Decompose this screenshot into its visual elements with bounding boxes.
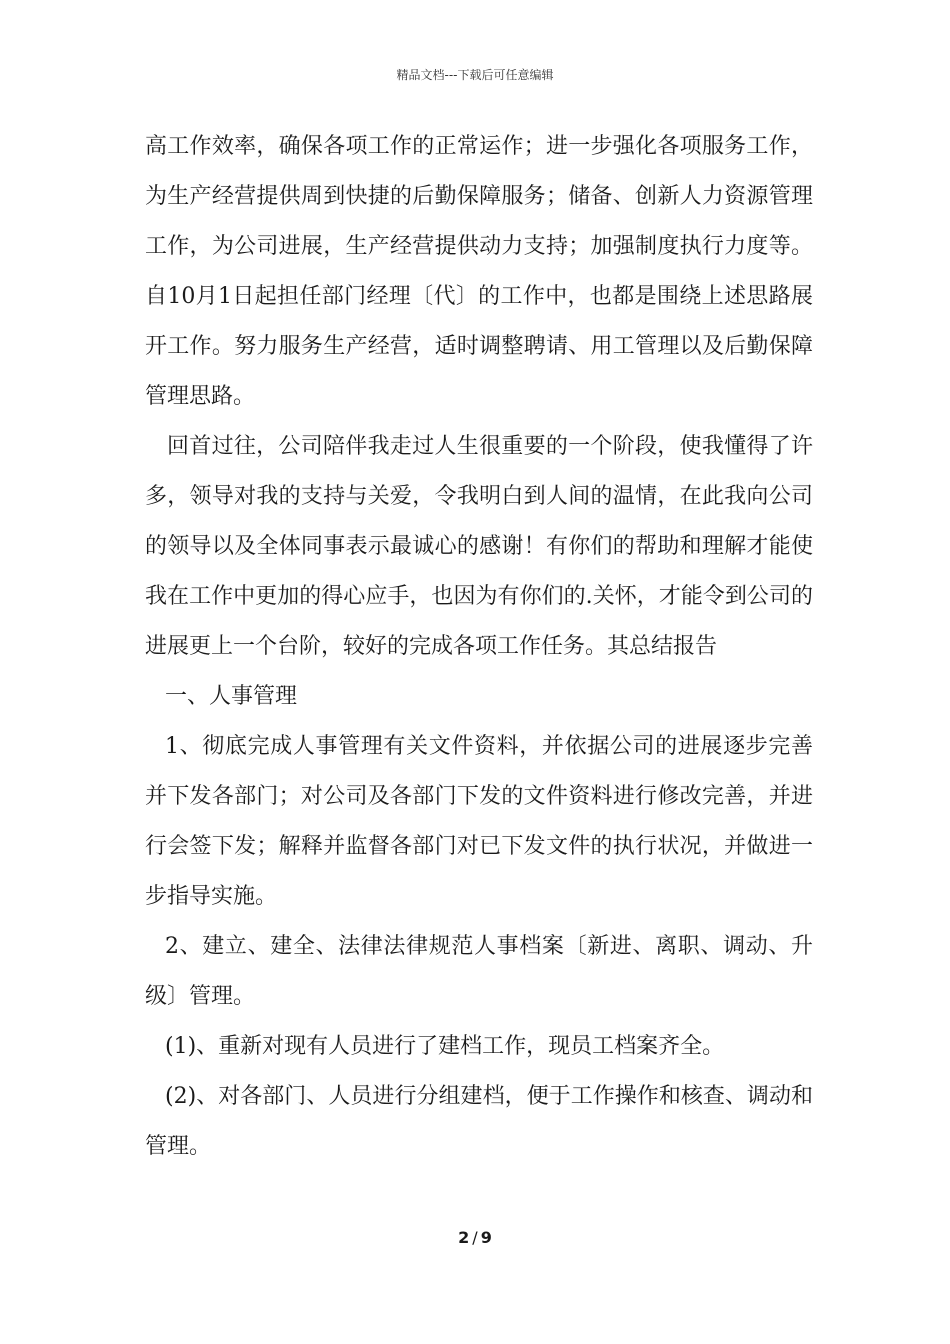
page-separator: / bbox=[472, 1228, 478, 1247]
paragraph-intro: 高工作效率，确保各项工作的正常运作；进一步强化各项服务工作，为生产经营提供周到快捷的后勤保障服务；储备、创新人力资源管理工作，为公司进展，生产经营提供动力支持；加强制度执行力度等。自10月1日起担任部门经理〔代〕的工作中，也都是围绕上述思路展开工作。努力服务生产经营，适时调整聘请、用工管理以及后勤保障管理思路。 bbox=[145, 134, 813, 409]
page-number bbox=[0, 1228, 950, 1247]
total-pages: 9 bbox=[480, 1228, 492, 1247]
list-item-1: 1、彻底完成人事管理有关文件资料，并依据公司的进展逐步完善并下发各部门；对公司及各部门下发的文件资料进行修改完善，并进行会签下发；解释并监督各部门对已下发文件的执行状况，并做进一步指导实施。 bbox=[145, 734, 813, 909]
sub-item-2: (2)、对各部门、人员进行分组建档，便于工作操作和核查、调动和管理。 bbox=[145, 1084, 813, 1159]
document-body bbox=[145, 122, 813, 1172]
list-item-2: 2、建立、建全、法律法律规范人事档案〔新进、离职、调动、升级〕管理。 bbox=[145, 934, 813, 1009]
sub-item-1: (1)、重新对现有人员进行了建档工作，现员工档案齐全。 bbox=[165, 1034, 725, 1059]
current-page: 2 bbox=[458, 1228, 470, 1247]
page-header: 精品文档---下载后可任意编辑 bbox=[396, 68, 554, 82]
paragraph-review: 回首过往，公司陪伴我走过人生很重要的一个阶段，使我懂得了许多，领导对我的支持与关爱，令我明白到人间的温情，在此我向公司的领导以及全体同事表示最诚心的感谢！有你们的帮助和理解才能使我在工作中更加的得心应手，也因为有你们的.关怀，才能令到公司的进展更上一个台阶，较好的完成各项工作任务。其总结报告 bbox=[145, 434, 813, 659]
section-heading-personnel: 一、人事管理 bbox=[165, 684, 298, 709]
